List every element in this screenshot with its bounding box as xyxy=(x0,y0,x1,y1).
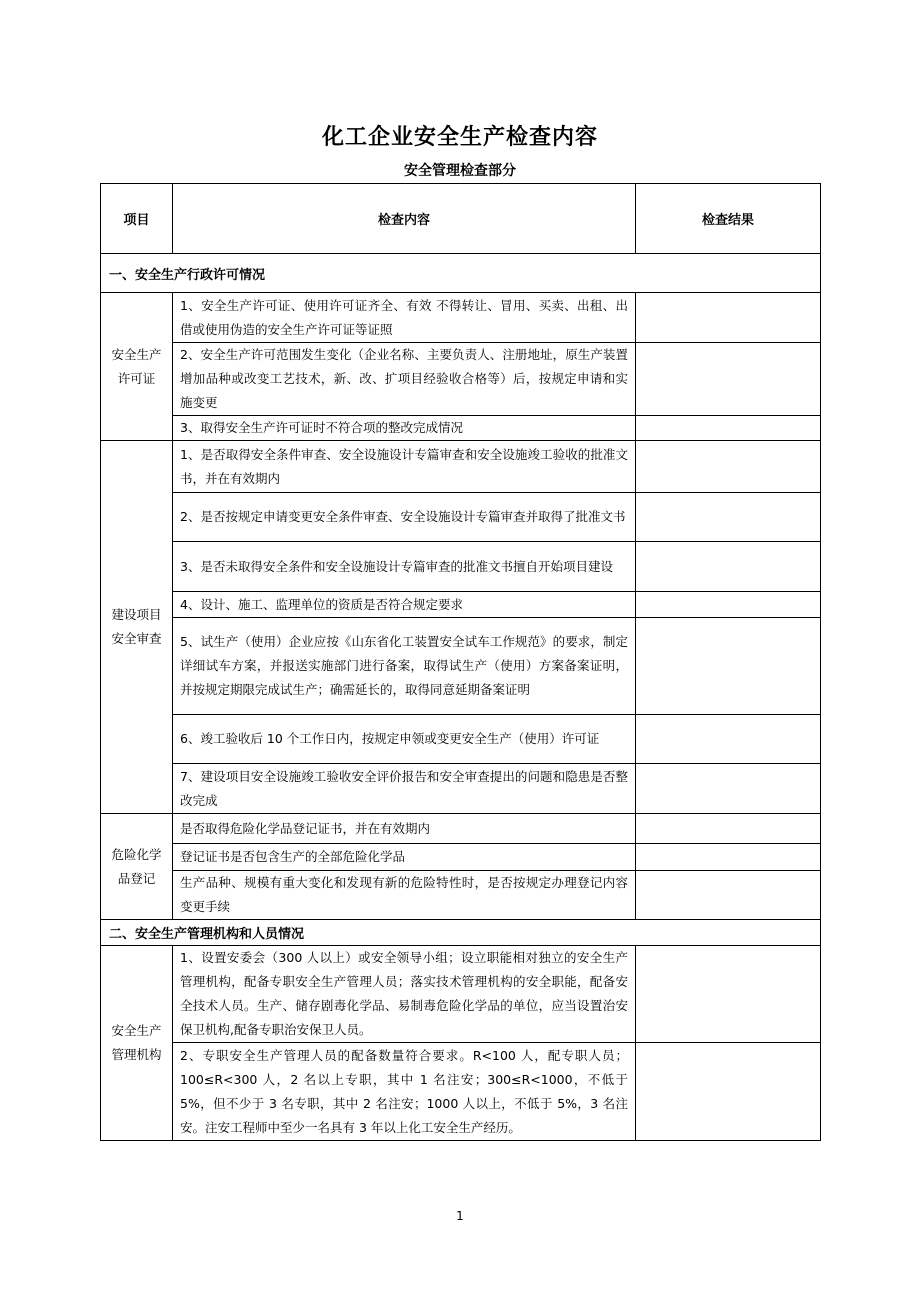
table-row xyxy=(101,1043,821,1141)
inspection-table xyxy=(100,183,821,1141)
table-row xyxy=(101,764,821,814)
result-cell[interactable] xyxy=(636,493,821,542)
content-cell: 6、竣工验收后 10 个工作日内，按规定申领或变更安全生产（使用）许可证 xyxy=(173,715,636,764)
table-row xyxy=(101,871,821,920)
header-result: 检查结果 xyxy=(636,184,821,254)
document-title: 化工企业安全生产检查内容 xyxy=(321,125,598,150)
result-cell[interactable] xyxy=(636,592,821,618)
result-cell[interactable] xyxy=(636,416,821,441)
content-cell: 3、取得安全生产许可证时不符合项的整改完成情况 xyxy=(173,416,636,441)
result-cell[interactable] xyxy=(636,814,821,844)
result-cell[interactable] xyxy=(636,946,821,1043)
content-cell: 3、是否未取得安全条件和安全设施设计专篇审查的批准文书擅自开始项目建设 xyxy=(173,542,636,592)
content-cell: 2、专职安全生产管理人员的配备数量符合要求。R<100 人，配专职人员；100≤R<300 人，2 名以上专职，其中 1 名注安；300≤R<1000，不低于 5%，但不少于 3 名专职，其中 2 名注安；1000 人以上，不低于 5%，3 名注安。注安工程师中至少一名具有 3 年以上化工安全生产经历。 xyxy=(173,1043,636,1141)
content-cell: 7、建设项目安全设施竣工验收安全评价报告和安全审查提出的问题和隐患是否整改完成 xyxy=(173,764,636,814)
table-row xyxy=(101,946,821,1043)
table-header-row xyxy=(101,184,821,254)
page-number: 1 xyxy=(456,1209,464,1223)
table-row xyxy=(101,592,821,618)
table-row xyxy=(101,416,821,441)
result-cell[interactable] xyxy=(636,764,821,814)
category-cell: 安全生产许可证 xyxy=(101,293,173,441)
result-cell[interactable] xyxy=(636,542,821,592)
category-cell: 安全生产管理机构 xyxy=(101,946,173,1141)
table-row xyxy=(101,715,821,764)
section-row xyxy=(101,920,821,946)
header-item: 项目 xyxy=(101,184,173,254)
result-cell[interactable] xyxy=(636,1043,821,1141)
content-cell: 1、是否取得安全条件审查、安全设施设计专篇审查和安全设施竣工验收的批准文书，并在有效期内 xyxy=(173,441,636,493)
section-row xyxy=(101,254,821,293)
table-row xyxy=(101,814,821,844)
section-heading: 一、安全生产行政许可情况 xyxy=(101,254,821,293)
content-cell: 5、试生产（使用）企业应按《山东省化工装置安全试车工作规范》的要求，制定详细试车方案，并报送实施部门进行备案，取得试生产（使用）方案备案证明，并按规定期限完成试生产；确需延长的，取得同意延期备案证明 xyxy=(173,618,636,715)
result-cell[interactable] xyxy=(636,715,821,764)
table-row xyxy=(101,441,821,493)
content-cell: 1、设置安委会（300 人以上）或安全领导小组；设立职能相对独立的安全生产管理机构，配备专职安全生产管理人员；落实技术管理机构的安全职能，配备安全技术人员。生产、储存剧毒化学品、易制毒危险化学品的单位，应当设置治安保卫机构,配备专职治安保卫人员。 xyxy=(173,946,636,1043)
result-cell[interactable] xyxy=(636,293,821,343)
header-content: 检查内容 xyxy=(173,184,636,254)
category-cell: 建设项目安全审查 xyxy=(101,441,173,814)
content-cell: 2、是否按规定申请变更安全条件审查、安全设施设计专篇审查并取得了批准文书 xyxy=(173,493,636,542)
table-row xyxy=(101,343,821,416)
content-cell: 生产品种、规模有重大变化和发现有新的危险特性时，是否按规定办理登记内容变更手续 xyxy=(173,871,636,920)
content-cell: 2、安全生产许可范围发生变化（企业名称、主要负责人、注册地址，原生产装置增加品种或改变工艺技术，新、改、扩项目经验收合格等）后，按规定申请和实施变更 xyxy=(173,343,636,416)
content-cell: 4、设计、施工、监理单位的资质是否符合规定要求 xyxy=(173,592,636,618)
result-cell[interactable] xyxy=(636,343,821,416)
content-cell: 是否取得危险化学品登记证书，并在有效期内 xyxy=(173,814,636,844)
table-row xyxy=(101,618,821,715)
content-cell: 登记证书是否包含生产的全部危险化学品 xyxy=(173,844,636,871)
document-subtitle: 安全管理检查部分 xyxy=(404,163,516,179)
result-cell[interactable] xyxy=(636,618,821,715)
content-cell: 1、安全生产许可证、使用许可证齐全、有效 不得转让、冒用、买卖、出租、出借或使用伪造的安全生产许可证等证照 xyxy=(173,293,636,343)
result-cell[interactable] xyxy=(636,844,821,871)
table-row xyxy=(101,542,821,592)
table-row xyxy=(101,844,821,871)
result-cell[interactable] xyxy=(636,871,821,920)
section-heading: 二、安全生产管理机构和人员情况 xyxy=(101,920,821,946)
table-row xyxy=(101,493,821,542)
result-cell[interactable] xyxy=(636,441,821,493)
table-row xyxy=(101,293,821,343)
category-cell: 危险化学品登记 xyxy=(101,814,173,920)
